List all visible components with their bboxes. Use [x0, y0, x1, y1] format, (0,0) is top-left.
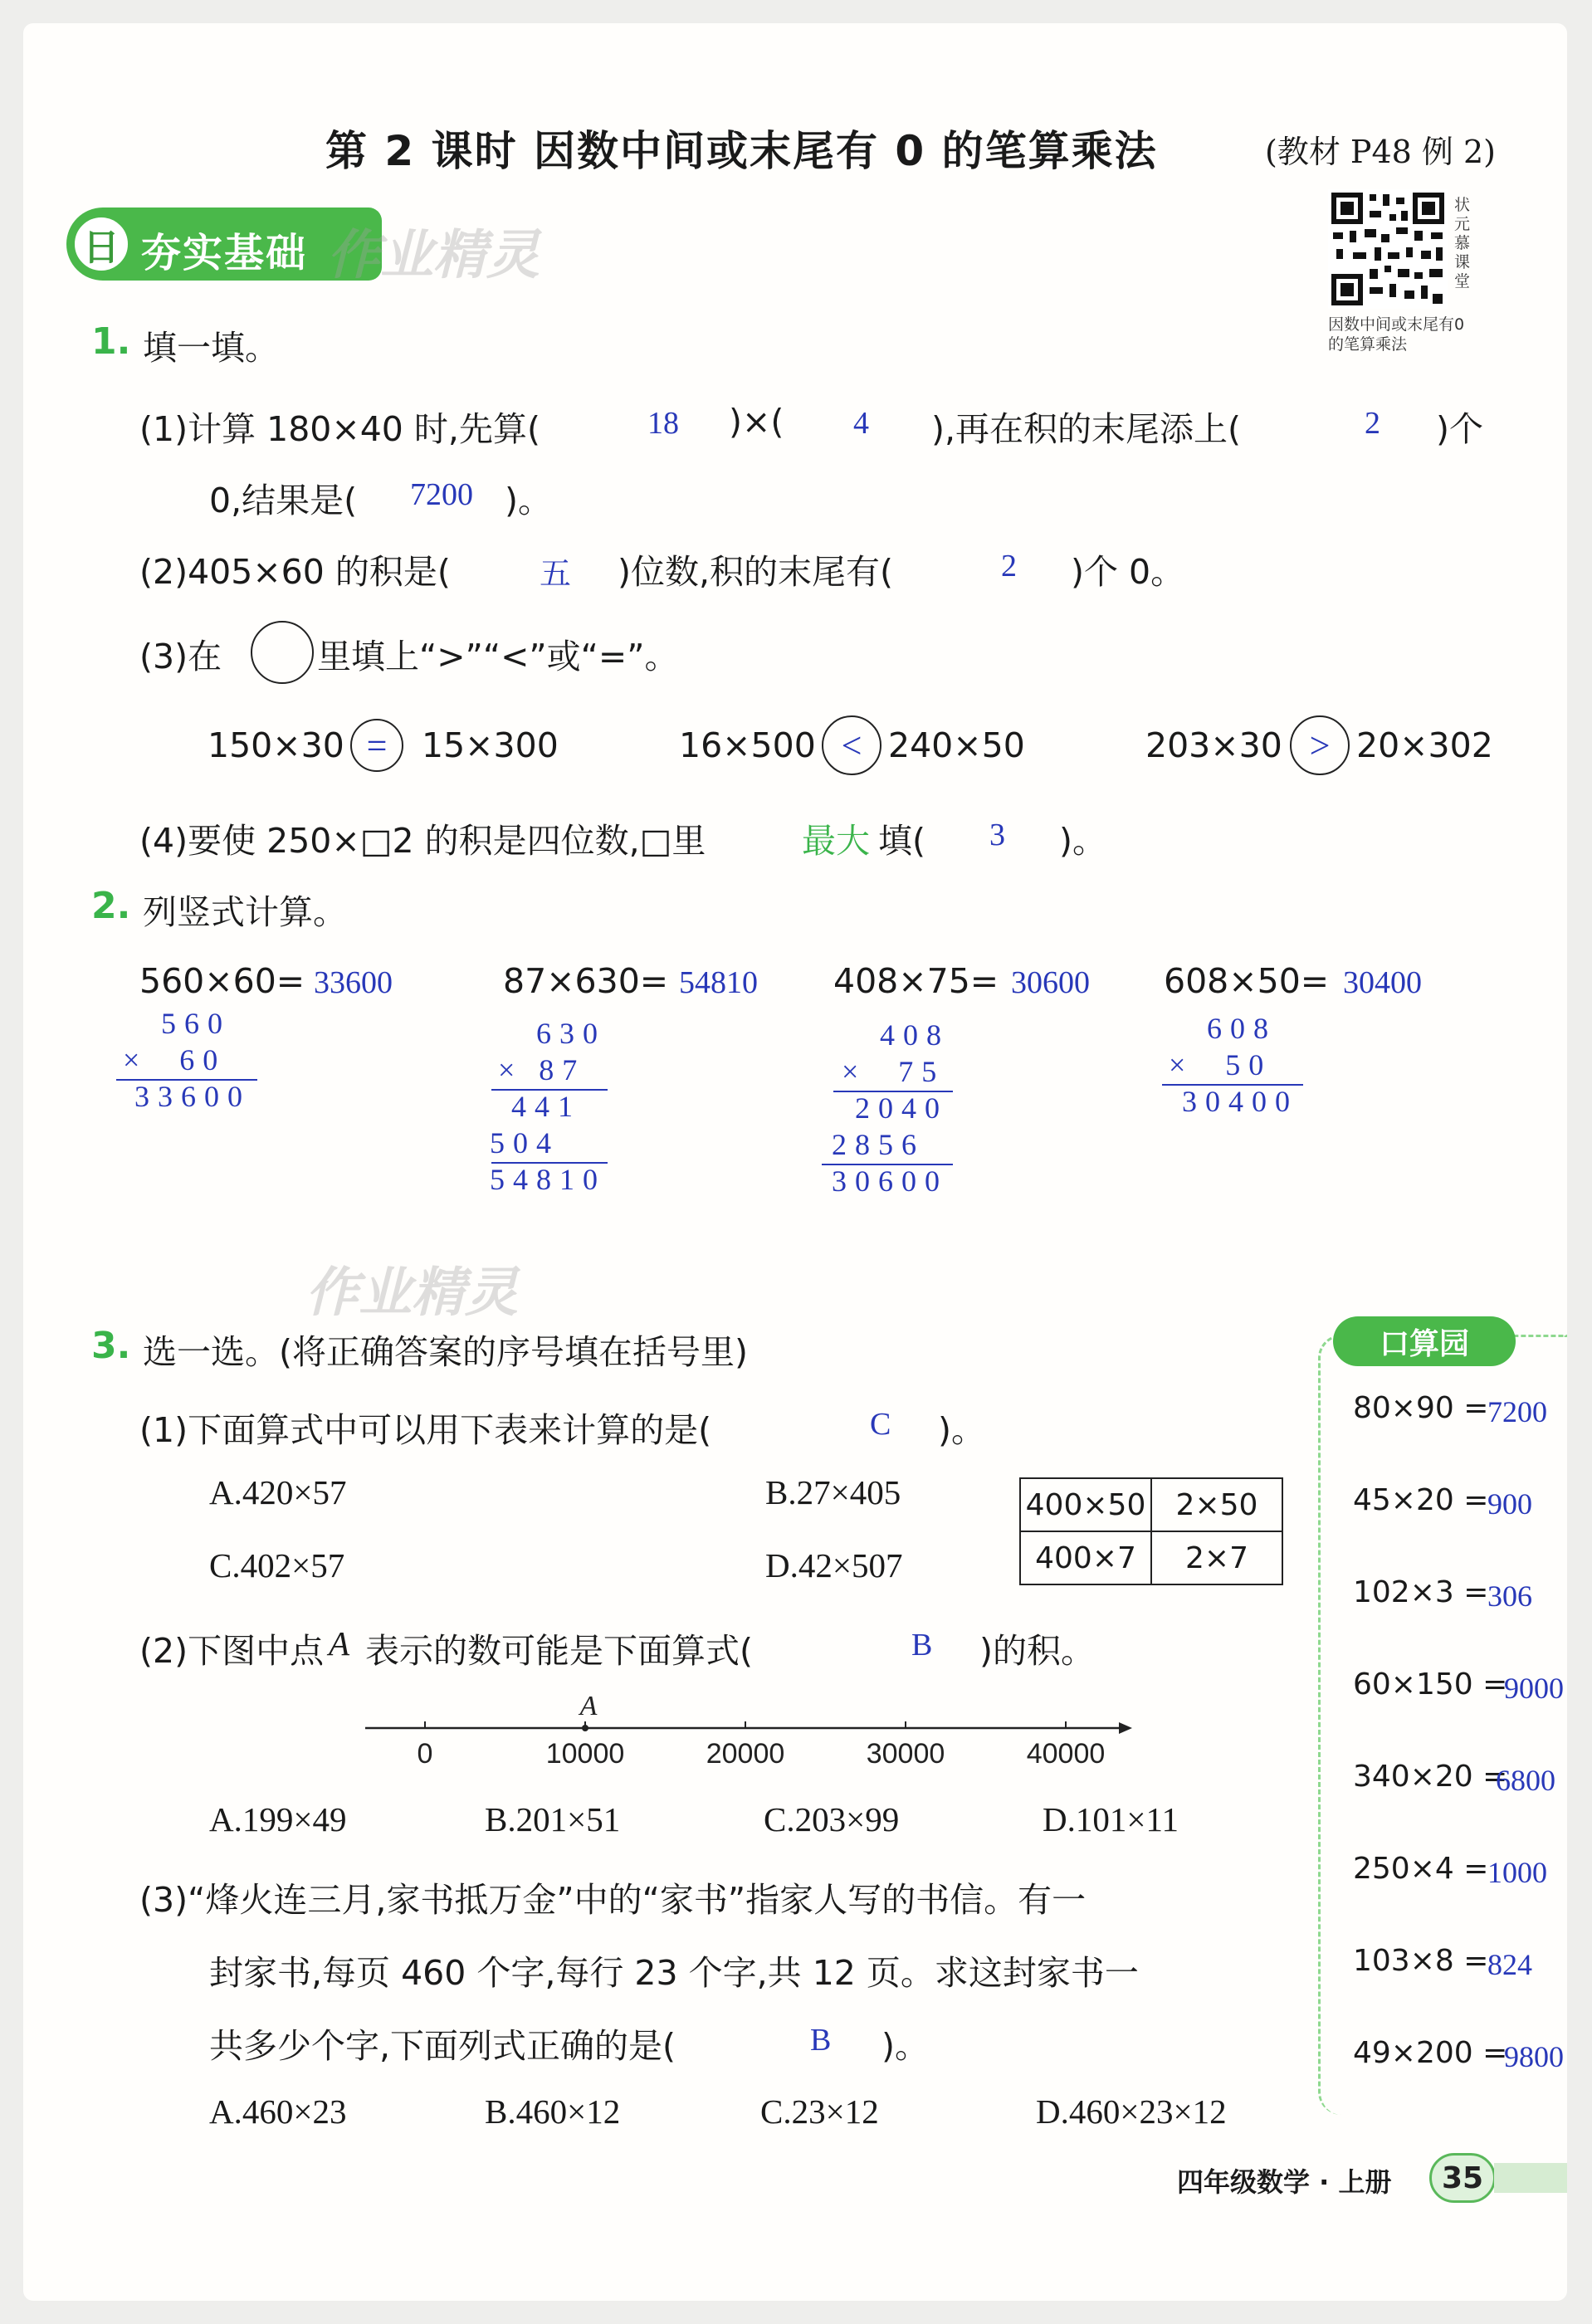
q1-part1-answer-2[interactable]: 4 — [853, 406, 869, 441]
number-line-tick-label: 0 — [417, 1738, 433, 1770]
point-a-marker — [582, 1725, 588, 1731]
q1-part1-text-f: )。 — [505, 481, 552, 520]
q1-part4-answer[interactable]: 3 — [989, 818, 1005, 852]
q3-part2-answer[interactable]: B — [911, 1628, 933, 1662]
mental-math-answer[interactable]: 824 — [1487, 1948, 1532, 1981]
q3-part2-option-c[interactable]: C.203×99 — [764, 1800, 900, 1838]
compare-3-circle[interactable] — [1290, 715, 1350, 775]
question-number-1: 1. — [91, 320, 131, 363]
q1-part1-answer-3[interactable]: 2 — [1365, 406, 1380, 441]
compare-2-left: 16×500 — [679, 725, 816, 765]
q3-part3-line1: (3)“烽火连三月,家书抵万金”中的“家书”指家人写的书信。有一 — [139, 1880, 1087, 1920]
calc-4-row-2: × 50 — [1169, 1048, 1272, 1081]
q3-part1-answer[interactable]: C — [870, 1407, 891, 1442]
calc-4-row-3: 30400 — [1182, 1085, 1298, 1118]
qr-code-icon[interactable] — [1328, 189, 1448, 309]
qr-caption-line2: 的笔算乘法 — [1328, 335, 1408, 354]
q3-part3-option-a[interactable]: A.460×23 — [209, 2092, 347, 2131]
mental-math-expression: 340×20 = — [1353, 1760, 1508, 1794]
q3-part1-option-b[interactable]: B.27×405 — [765, 1473, 901, 1511]
qr-side-label: 状元慕课堂 — [1454, 196, 1471, 290]
mental-math-panel — [1318, 1335, 1567, 2115]
question-1-heading: 填一填。 — [143, 328, 279, 368]
q1-part1-text-a: (1)计算 180×40 时,先算( — [139, 409, 540, 449]
q3-part1-text-a: (1)下面算式中可以用下表来计算的是( — [139, 1410, 712, 1450]
q1-part2-text-b: )位数,积的末尾有( — [618, 552, 894, 592]
q1-part4-highlight: 最大 — [802, 821, 870, 861]
compare-1-circle[interactable] — [350, 719, 403, 772]
compare-1-answer: = — [366, 725, 388, 766]
number-line-tick-label: 40000 — [1026, 1738, 1106, 1770]
mental-math-expression: 45×20 = — [1353, 1483, 1489, 1517]
footer-decoration — [1494, 2163, 1567, 2193]
mental-math-expression: 250×4 = — [1353, 1852, 1489, 1886]
q1-part4-text-c: )。 — [1059, 821, 1106, 861]
question-3-heading: 选一选。(将正确答案的序号填在括号里) — [143, 1332, 748, 1372]
number-line — [357, 1693, 1137, 1776]
q3-part2-option-d[interactable]: D.101×11 — [1043, 1800, 1179, 1838]
compare-2-circle[interactable] — [822, 715, 881, 775]
compare-1-left: 150×30 — [208, 725, 344, 765]
q3-part2-option-a[interactable]: A.199×49 — [209, 1800, 347, 1838]
compare-3-left: 203×30 — [1145, 725, 1282, 765]
q3-part1-text-b: )。 — [938, 1410, 985, 1450]
compare-2-answer: < — [841, 725, 862, 766]
q3-part3-option-c[interactable]: C.23×12 — [760, 2092, 879, 2131]
mental-math-answer[interactable]: 9800 — [1504, 2040, 1564, 2073]
banner-badge-icon: 日 — [71, 214, 131, 274]
q1-part2-answer-2[interactable]: 2 — [1001, 549, 1017, 583]
q3-part1-option-c[interactable]: C.402×57 — [209, 1546, 345, 1584]
mental-math-answer[interactable]: 306 — [1487, 1579, 1532, 1613]
compare-3-right: 20×302 — [1356, 725, 1493, 765]
q3-part3-line3a: 共多少个字,下面列式正确的是( — [209, 2026, 676, 2066]
question-number-2: 2. — [91, 885, 131, 927]
q3-part3-option-b[interactable]: B.460×12 — [485, 2092, 621, 2131]
vertical-calc-1-answer[interactable]: 33600 — [314, 965, 393, 1000]
vertical-calc-1-expression: 560×60= — [139, 961, 305, 1001]
point-label-inline: A — [329, 1624, 350, 1662]
q1-part3-text-b: 里填上“>”“<”或“=”。 — [317, 637, 679, 676]
calc-2-row-2: × 87 — [498, 1053, 586, 1086]
mental-math-answer[interactable]: 900 — [1487, 1487, 1532, 1521]
q3-part3-answer[interactable]: B — [810, 2023, 832, 2058]
mental-math-expression: 80×90 = — [1353, 1391, 1489, 1425]
vertical-calc-2-expression: 87×630= — [503, 961, 669, 1001]
q1-part1-text-d: )个 — [1436, 409, 1483, 449]
vertical-calc-4-answer[interactable]: 30400 — [1343, 965, 1422, 1000]
q1-part3-text-a: (3)在 — [139, 637, 222, 676]
q1-part2-text-a: (2)405×60 的积是( — [139, 552, 451, 592]
q1-part4-text-a: (4)要使 250×□2 的积是四位数,□里 — [139, 821, 706, 861]
footer-label: 四年级数学 · 上册 — [1177, 2166, 1392, 2198]
q1-part1-text-c: ),再在积的末尾添上( — [931, 409, 1242, 449]
number-line-tick-label: 10000 — [545, 1738, 625, 1770]
mental-math-expression: 102×3 = — [1353, 1575, 1489, 1609]
table-cell: 2×7 — [1151, 1531, 1282, 1584]
watermark-2: 作业精灵 — [305, 1262, 518, 1324]
calc-1-row-3: 33600 — [134, 1080, 251, 1113]
q1-part1-answer-1[interactable]: 18 — [647, 406, 679, 441]
q1-part1-text-e: 0,结果是( — [209, 481, 358, 520]
textbook-reference: (教材 P48 例 2) — [1265, 134, 1496, 170]
number-line-arrow-icon — [1119, 1722, 1132, 1734]
number-line-tick-label: 20000 — [706, 1738, 785, 1770]
q1-part2-text-c: )个 0。 — [1071, 552, 1185, 592]
point-a-label: A — [579, 1693, 598, 1721]
compare-2-right: 240×50 — [888, 725, 1025, 765]
calc-3-row-5: 30600 — [832, 1164, 948, 1198]
calc-2-row-1: 630 — [536, 1017, 606, 1050]
q3-part3-option-d[interactable]: D.460×23×12 — [1036, 2092, 1227, 2131]
mental-math-expression: 49×200 = — [1353, 2036, 1508, 2070]
calc-2-row-4: 504 — [490, 1126, 559, 1160]
vertical-calc-4-expression: 608×50= — [1164, 961, 1330, 1001]
table-cell: 2×50 — [1151, 1478, 1282, 1531]
lesson-title: 第 2 课时 因数中间或末尾有 0 的笔算乘法 — [325, 127, 1158, 175]
section-banner-label: 夯实基础 — [141, 230, 308, 276]
mental-math-header: 口算园 — [1333, 1316, 1516, 1366]
vertical-calc-3-expression: 408×75= — [833, 961, 999, 1001]
q3-part3-line3b: )。 — [881, 2026, 929, 2066]
calc-1-row-1: 560 — [161, 1007, 231, 1040]
question-2-heading: 列竖式计算。 — [143, 892, 347, 932]
q3-part2-text-c: )的积。 — [979, 1631, 1095, 1671]
compare-3-answer: > — [1309, 725, 1331, 766]
partial-products-table — [1019, 1477, 1283, 1585]
table-cell: 400×7 — [1020, 1531, 1151, 1584]
calc-2-row-5: 54810 — [490, 1163, 606, 1196]
calc-2-row-3: 441 — [511, 1090, 581, 1123]
calc-3-row-1: 408 — [880, 1018, 950, 1052]
calc-3-row-4: 2856 — [832, 1128, 925, 1161]
qr-caption-line1: 因数中间或末尾有0 — [1328, 315, 1465, 334]
q1-part1-text-b: )×( — [729, 402, 784, 442]
mental-math-answer[interactable]: 9000 — [1504, 1672, 1564, 1705]
q3-part1-option-d[interactable]: D.42×507 — [765, 1546, 903, 1584]
q3-part1-option-a[interactable]: A.420×57 — [209, 1473, 347, 1511]
q1-part2-answer-1[interactable]: 五 — [540, 557, 572, 592]
table-cell: 400×50 — [1020, 1478, 1151, 1531]
mental-math-answer[interactable]: 7200 — [1487, 1395, 1547, 1428]
calc-3-row-2: × 75 — [842, 1055, 945, 1088]
mental-math-answer[interactable]: 6800 — [1496, 1764, 1555, 1797]
mental-math-expression: 60×150 = — [1353, 1667, 1508, 1702]
calc-1-row-2: × 60 — [123, 1043, 227, 1077]
vertical-calc-3-answer[interactable]: 30600 — [1011, 965, 1090, 1000]
question-number-3: 3. — [91, 1325, 131, 1367]
page-number: 35 — [1429, 2153, 1496, 2203]
comparison-circle-icon — [251, 621, 314, 684]
q3-part3-line2: 封家书,每页 460 个字,每行 23 个字,共 12 页。求这封家书一 — [209, 1953, 1139, 1993]
calc-3-row-3: 2040 — [855, 1091, 948, 1125]
mental-math-expression: 103×8 = — [1353, 1944, 1489, 1978]
mental-math-answer[interactable]: 1000 — [1487, 1856, 1547, 1889]
q1-part4-text-b: 填( — [878, 821, 925, 861]
number-line-tick-label: 30000 — [866, 1738, 945, 1770]
q3-part2-option-b[interactable]: B.201×51 — [485, 1800, 621, 1838]
q1-part1-answer-4[interactable]: 7200 — [410, 477, 473, 512]
calc-4-row-1: 608 — [1207, 1012, 1277, 1045]
watermark: 作业精灵 — [327, 225, 540, 286]
q3-part2-text-b: 表示的数可能是下面算式( — [365, 1631, 753, 1671]
q3-part2-text-a: (2)下图中点 — [139, 1631, 325, 1671]
compare-1-right: 15×300 — [422, 725, 559, 765]
vertical-calc-2-answer[interactable]: 54810 — [679, 965, 758, 1000]
